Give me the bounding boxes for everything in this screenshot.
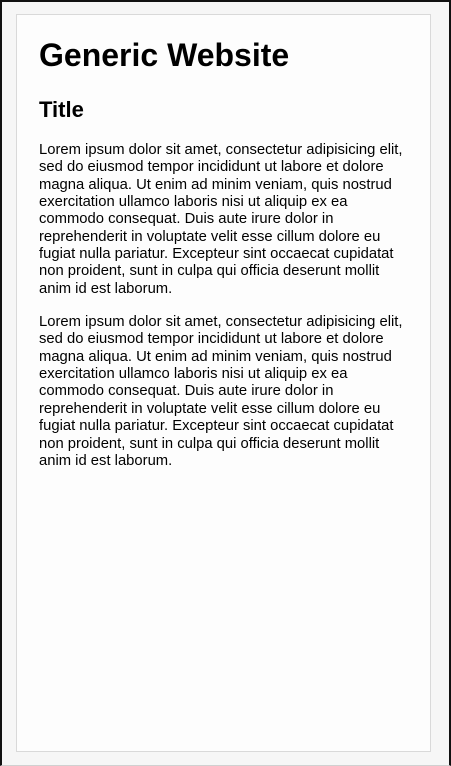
article-title: Title (39, 97, 84, 122)
site-title: Generic Website (39, 37, 290, 73)
article-paragraph-1: Lorem ipsum dolor sit amet, consectetur adipisicing elit, sed do eiusmod tempor incididunt ut labore et dolore magna aliqua. Ut enim ad minim veniam, quis nostrud exercitation ullamco laboris nisi ut aliquip ex ea commodo consequat. Duis aute irure dolor in reprehenderit in voluptate velit esse cillum dolore eu fugiat nulla pariatur. Excepteur sint occaecat cupidatat non proident, sunt in culpa qui officia deserunt mollit anim id est laborum. (39, 142, 403, 297)
page-content (16, 14, 431, 752)
article-paragraph-2: Lorem ipsum dolor sit amet, consectetur adipisicing elit, sed do eiusmod tempor incididunt ut labore et dolore magna aliqua. Ut enim ad minim veniam, quis nostrud exercitation ullamco laboris nisi ut aliquip ex ea commodo consequat. Duis aute irure dolor in reprehenderit in voluptate velit esse cillum dolore eu fugiat nulla pariatur. Excepteur sint occaecat cupidatat non proident, sunt in culpa qui officia deserunt mollit anim id est laborum. (39, 314, 403, 469)
